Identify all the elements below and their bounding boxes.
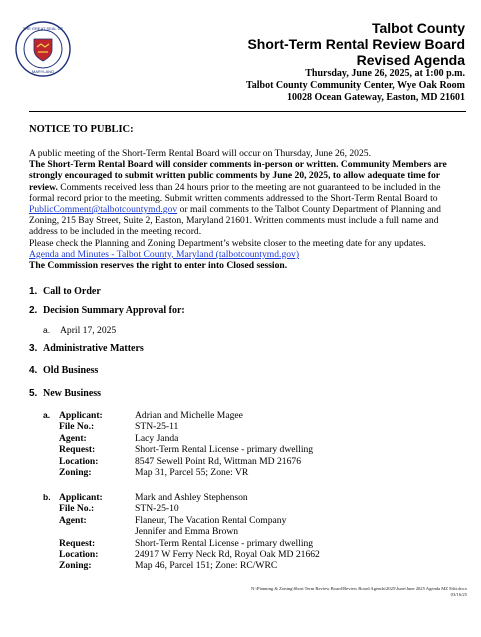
footer-date: 03/16/25 <box>450 592 467 597</box>
agenda-item-decision-summary: 2. Decision Summary Approval for: <box>29 305 185 316</box>
notice-emphasis: The Short-Term Rental Board will consider comments in-person or written. Community Members are strongly encouraged to submit written public comments by June 20, 2025, to allow adequate time for review. <box>29 159 447 193</box>
svg-text:THE GREAT SEAL OF: THE GREAT SEAL OF <box>22 26 64 31</box>
agent-name-2: Jennifer and Emma Brown <box>135 526 239 538</box>
closed-session-note: The Commission reserves the right to enter into Closed session. <box>29 260 288 272</box>
file-number: STN-25-10 <box>135 503 179 515</box>
agenda-item-old-business: 4. Old Business <box>29 365 99 376</box>
request-text: Short-Term Rental License - primary dwelling <box>135 444 314 456</box>
application-a: a. Applicant: Adrian and Michelle Magee File No.: STN-25-11 Agent: Lacy Janda Request: Short-Term Rental License - primary dwelling Location: 8547 Sewell Point Rd, Wittman MD 21676 Zoning: Map 31, Parcel 55; Zone: VR <box>43 410 314 478</box>
board-name: Short-Term Rental Review Board <box>247 36 465 52</box>
notice-paragraph-1: A public meeting of the Short-Term Rental Board will occur on Thursday, June 26, 2025. <box>29 148 371 159</box>
zoning-text: Map 31, Parcel 55; Zone: VR <box>135 466 249 478</box>
agent-name: Lacy Janda <box>135 432 179 444</box>
location-text: 24917 W Ferry Neck Rd, Royal Oak MD 21662 <box>135 548 320 560</box>
notice-text-b: or mail comments to the Talbot County Department of Planning and Zoning, 215 Bay Street, Suite 2, Easton, Maryland 21601. Written comments must include a full name and address to be included in the meeting record. <box>29 204 441 238</box>
agenda-item-call-to-order: 1. Call to Order <box>29 286 101 297</box>
notice-paragraph-2 <box>29 159 467 237</box>
location-text: 8547 Sewell Point Rd, Wittman MD 21676 <box>135 455 301 467</box>
agenda-item-administrative: 3. Administrative Matters <box>29 343 144 354</box>
notice-text-a: Comments received less than 24 hours prior to the meeting are not guaranteed to be included in the formal record prior to the meeting. Submit written comments addressed to the Short-Term Rental Board to <box>29 181 441 204</box>
document-footer <box>251 586 467 598</box>
county-seal-logo <box>15 21 71 77</box>
agenda-minutes-link[interactable]: Agenda and Minutes - Talbot County, Maryland (talbotcountymd.gov) <box>29 248 300 260</box>
meeting-datetime: Thursday, June 26, 2025, at 1:00 p.m. <box>305 68 465 79</box>
zoning-text: Map 46, Parcel 151; Zone: RC/WRC <box>135 560 278 572</box>
request-text: Short-Term Rental License - primary dwelling <box>135 537 314 549</box>
agenda-header <box>246 20 465 104</box>
notice-title: NOTICE TO PUBLIC: <box>29 124 134 135</box>
notice-body <box>29 148 467 271</box>
footer-file-path: N:\Planning & Zoning\Short Term Review Board\Review Board Agenda\2025\June\June 2025 Agenda MZ Edit.docx <box>251 586 467 591</box>
agent-name: Flaneur, The Vacation Rental Company <box>135 514 287 526</box>
applicant-name: Mark and Ashley Stephenson <box>135 492 248 503</box>
applicant-name: Adrian and Michelle Magee <box>135 410 243 421</box>
header-divider <box>29 111 466 112</box>
notice-paragraph-3: Please check the Planning and Zoning Department’s website closer to the meeting date for any updates. <box>29 237 426 249</box>
agenda-title: Revised Agenda <box>356 52 465 68</box>
decision-summary-date: a. April 17, 2025 <box>43 325 117 336</box>
file-number: STN-25-11 <box>135 421 179 433</box>
svg-text:MARYLAND: MARYLAND <box>31 69 55 74</box>
meeting-venue: Talbot County Community Center, Wye Oak Room <box>246 80 465 91</box>
application-b: b. Applicant: Mark and Ashley Stephenson File No.: STN-25-10 Agent: Flaneur, The Vacation Rental Company Jennifer and Emma Brown Request: Short-Term Rental License - primary dwelling Location: 24917 W Ferry Neck Rd, Royal Oak MD 21662 Zoning: Map 46, Parcel 151; Zone: RC/WRC <box>43 492 320 572</box>
public-comment-email-link[interactable]: PublicComment@talbotcountymd.gov <box>29 204 178 216</box>
meeting-address: 10028 Ocean Gateway, Easton, MD 21601 <box>286 92 465 103</box>
agenda-item-new-business: 5. New Business <box>29 388 102 399</box>
county-name: Talbot County <box>371 20 465 36</box>
